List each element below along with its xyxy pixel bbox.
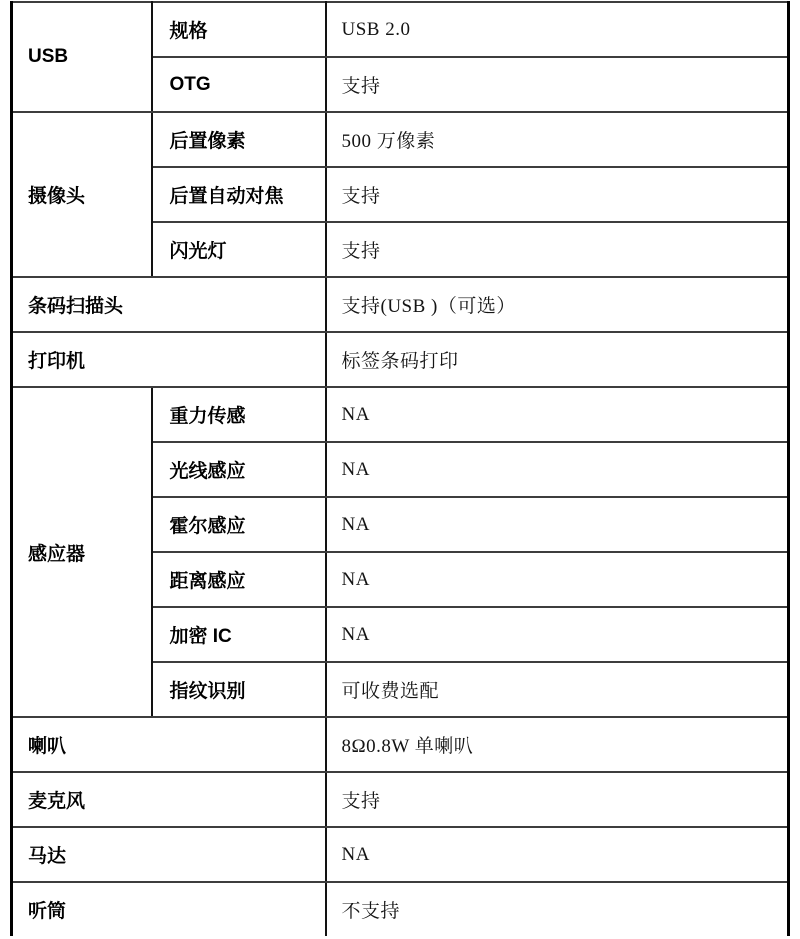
spec-value-cell: 8Ω0.8W 单喇叭 bbox=[326, 717, 789, 772]
spec-name-cell: 光线感应 bbox=[152, 442, 326, 497]
spec-value-cell: USB 2.0 bbox=[326, 2, 789, 57]
spec-value-cell: NA bbox=[326, 387, 789, 442]
spec-name-cell: 规格 bbox=[152, 2, 326, 57]
table-row bbox=[12, 827, 789, 882]
spec-value-cell: 500 万像素 bbox=[326, 112, 789, 167]
spec-value-cell: NA bbox=[326, 827, 789, 882]
category-cell-microphone: 麦克风 bbox=[12, 772, 326, 827]
spec-value-cell: NA bbox=[326, 442, 789, 497]
spec-name-cell: 闪光灯 bbox=[152, 222, 326, 277]
spec-name-cell: 后置像素 bbox=[152, 112, 326, 167]
spec-value-cell: 支持 bbox=[326, 167, 789, 222]
spec-table bbox=[10, 1, 790, 936]
spec-value-cell: 可收费选配 bbox=[326, 662, 789, 717]
spec-name-cell: 霍尔感应 bbox=[152, 497, 326, 552]
category-cell-sensors: 感应器 bbox=[12, 387, 152, 717]
spec-name-cell: 加密 IC bbox=[152, 607, 326, 662]
table-row bbox=[12, 112, 789, 167]
spec-value-cell: 支持(USB )（可选） bbox=[326, 277, 789, 332]
category-cell-usb: USB bbox=[12, 2, 152, 112]
spec-value-cell: 支持 bbox=[326, 772, 789, 827]
table-row bbox=[12, 332, 789, 387]
category-cell-motor: 马达 bbox=[12, 827, 326, 882]
spec-value-cell: NA bbox=[326, 552, 789, 607]
spec-name-cell: OTG bbox=[152, 57, 326, 112]
table-row bbox=[12, 2, 789, 57]
spec-name-cell: 距离感应 bbox=[152, 552, 326, 607]
spec-value-cell: 支持 bbox=[326, 222, 789, 277]
table-row bbox=[12, 772, 789, 827]
category-cell-barcode-scanner: 条码扫描头 bbox=[12, 277, 326, 332]
spec-value-cell: 标签条码打印 bbox=[326, 332, 789, 387]
table-row bbox=[12, 717, 789, 772]
spec-value-cell: NA bbox=[326, 607, 789, 662]
spec-value-cell: NA bbox=[326, 497, 789, 552]
category-cell-earpiece: 听筒 bbox=[12, 882, 326, 936]
table-row bbox=[12, 882, 789, 936]
table-row bbox=[12, 277, 789, 332]
table-row bbox=[12, 387, 789, 442]
category-cell-printer: 打印机 bbox=[12, 332, 326, 387]
spec-value-cell: 不支持 bbox=[326, 882, 789, 936]
spec-name-cell: 指纹识别 bbox=[152, 662, 326, 717]
category-cell-speaker: 喇叭 bbox=[12, 717, 326, 772]
spec-name-cell: 重力传感 bbox=[152, 387, 326, 442]
spec-name-cell: 后置自动对焦 bbox=[152, 167, 326, 222]
category-cell-camera: 摄像头 bbox=[12, 112, 152, 277]
spec-value-cell: 支持 bbox=[326, 57, 789, 112]
